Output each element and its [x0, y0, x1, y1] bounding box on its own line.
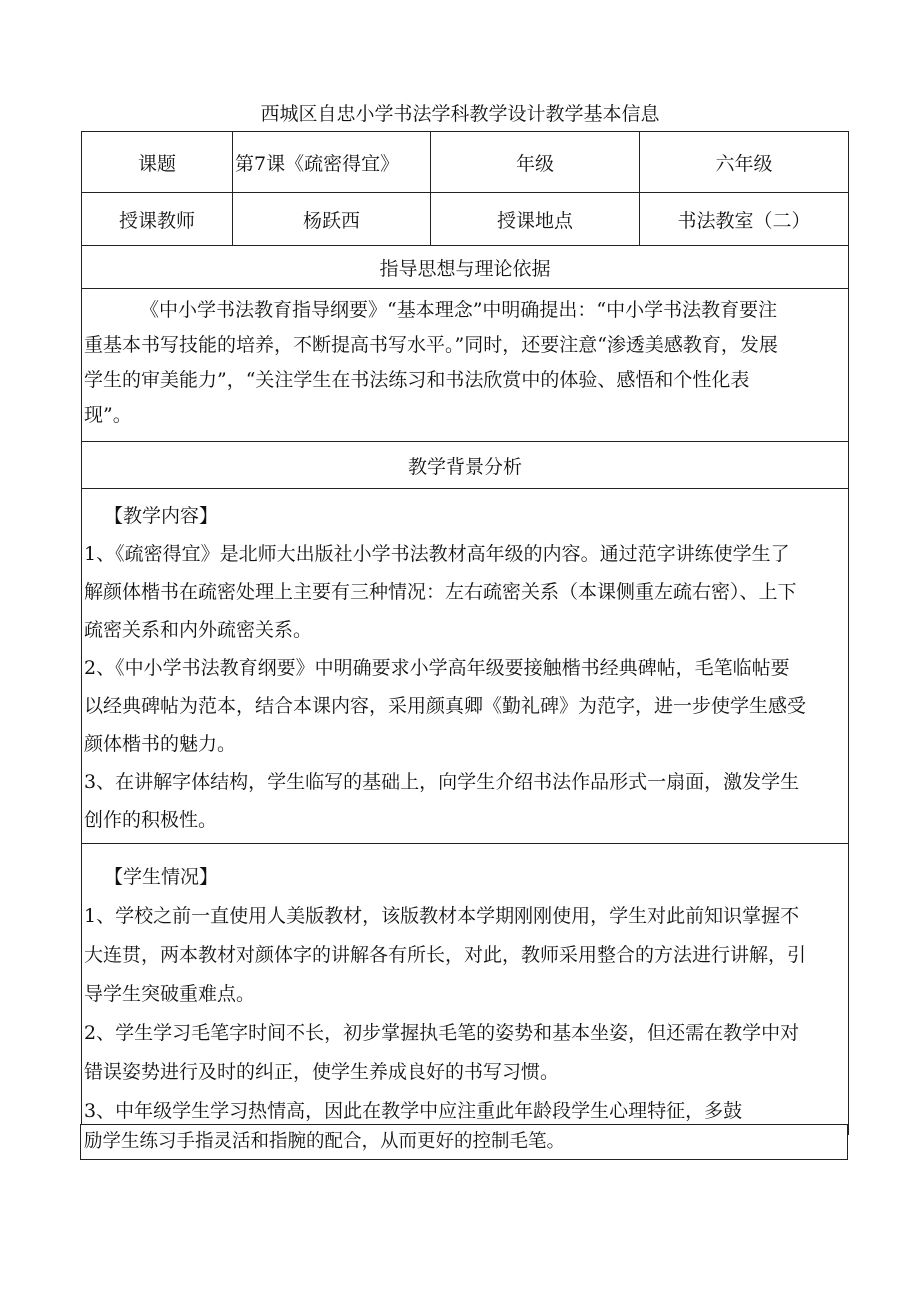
location-value: 书法教室（二）	[640, 193, 849, 246]
student-line: 导学生突破重难点。	[84, 983, 256, 1005]
row-background-heading	[82, 442, 849, 489]
lesson-info-table	[81, 131, 849, 1135]
row-guiding-text	[82, 289, 849, 442]
guiding-line: 《中小学书法教育指导纲要》“基本理念”中明确提出：“中小学书法教育要注	[140, 299, 778, 321]
lesson-value: 第7课《疏密得宜》	[233, 132, 431, 193]
content-line: 创作的积极性。	[84, 809, 218, 831]
continuation-line: 励学生练习手指灵活和指腕的配合，从而更好的控制毛笔。	[80, 1124, 848, 1160]
teacher-value: 杨跃西	[233, 193, 431, 246]
row-lesson	[82, 132, 849, 193]
content-line: 解颜体楷书在疏密处理上主要有三种情况：左右疏密关系（本课侧重左疏右密）、上下	[84, 581, 797, 603]
content-line: 2、《中小学书法教育纲要》中明确要求小学高年级要接触楷书经典碑帖，毛笔临帖要	[84, 657, 790, 679]
row-student-situation	[82, 844, 849, 1135]
document-title: 西城区自忠小学书法学科教学设计教学基本信息	[260, 103, 660, 125]
location-label: 授课地点	[431, 193, 640, 246]
row-teaching-content	[82, 489, 849, 844]
student-line: 3、中年级学生学习热情高，因此在教学中应注重此年龄段学生心理特征，多鼓	[84, 1100, 743, 1122]
teaching-content-heading: 【教学内容】	[104, 505, 219, 527]
guiding-text	[82, 289, 849, 442]
guiding-heading: 指导思想与理论依据	[82, 246, 849, 289]
content-line: 1、《疏密得宜》是北师大出版社小学书法教材高年级的内容。通过范字讲练使学生了	[84, 543, 790, 565]
guiding-line: 现”。	[84, 404, 132, 426]
content-line: 以经典碑帖为范本，结合本课内容，采用颜真卿《勤礼碑》为范字，进一步使学生感受	[84, 695, 807, 717]
content-line: 3、在讲解字体结构，学生临写的基础上，向学生介绍书法作品形式一扇面，激发学生	[84, 771, 800, 793]
guiding-line: 重基本书写技能的培养，不断提高书写水平。”同时，还要注意“渗透美感教育，发展	[84, 334, 778, 356]
row-teacher	[82, 193, 849, 246]
teaching-content-block	[82, 489, 849, 844]
student-line: 大连贯，两本教材对颜体字的讲解各有所长，对此，教师采用整合的方法进行讲解，引	[84, 944, 807, 966]
content-line: 疏密关系和内外疏密关系。	[84, 619, 313, 641]
content-line: 颜体楷书的魅力。	[84, 733, 237, 755]
grade-value: 六年级	[640, 132, 849, 193]
guiding-line: 学生的审美能力”，“关注学生在书法练习和书法欣赏中的体验、感悟和个性化表	[84, 369, 750, 391]
teacher-label: 授课教师	[82, 193, 233, 246]
row-guiding-heading	[82, 246, 849, 289]
student-line: 2、学生学习毛笔字时间不长，初步掌握执毛笔的姿势和基本坐姿，但还需在教学中对	[84, 1022, 800, 1044]
student-situation-heading: 【学生情况】	[104, 866, 219, 888]
background-heading: 教学背景分析	[82, 442, 849, 489]
student-situation-block	[82, 844, 849, 1135]
student-line: 1、学校之前一直使用人美版教材，该版教材本学期刚刚使用，学生对此前知识掌握不	[84, 905, 800, 927]
lesson-label: 课题	[82, 132, 233, 193]
student-line: 错误姿势进行及时的纠正，使学生养成良好的书写习惯。	[84, 1061, 560, 1083]
grade-label: 年级	[431, 132, 640, 193]
